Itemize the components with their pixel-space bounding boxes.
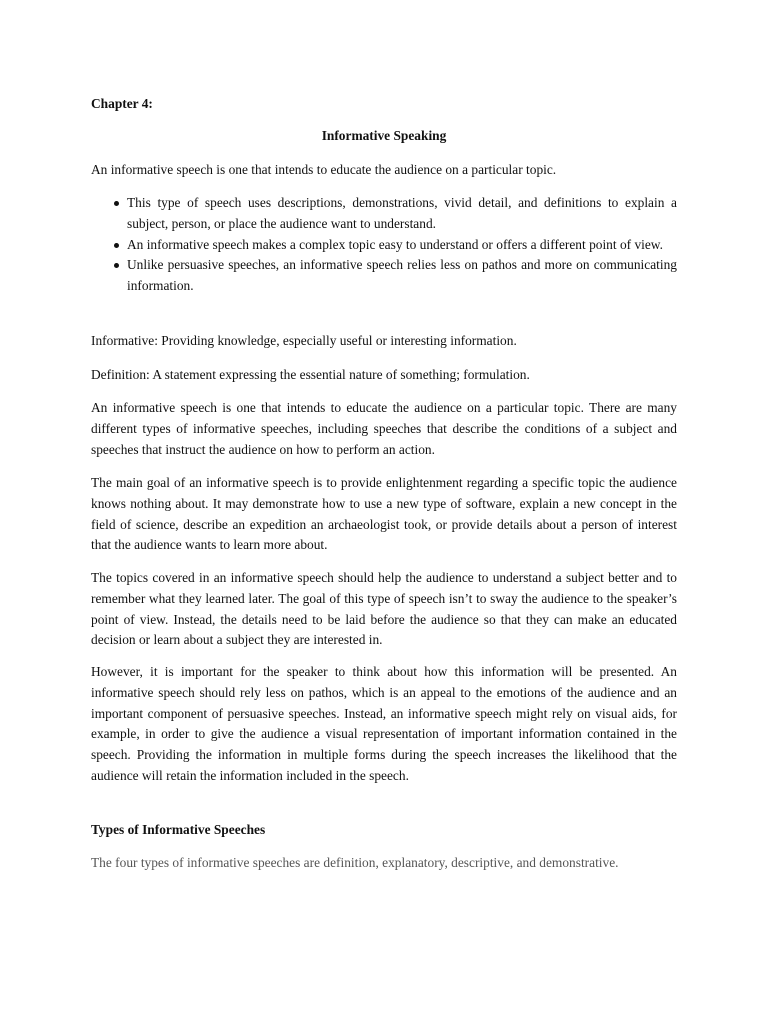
body-paragraph: The main goal of an informative speech is to provide enlightenment regarding a specific topic the audience knows nothing about. It may demonstrate how to use a new type of software, explain a new concept in the field of science, describe an expedition an archaeologist took, or provide details about a person of interest that the audience wants to learn more about.: [91, 475, 677, 553]
types-heading: Types of Informative Speeches: [91, 822, 266, 837]
informative-definition: Informative: Providing knowledge, especially useful or interesting information.: [91, 333, 517, 348]
intro-paragraph: An informative speech is one that intends to educate the audience on a particular topic.: [91, 162, 557, 177]
body-paragraph: However, it is important for the speaker to think about how this information will be presented. An informative speech should rely less on pathos, which is an appeal to the emotions of the audience and an important component of persuasive speeches. Instead, an informative speech might rely on visual aids, for example, in order to give the audience a visual representation of important information contained in the speech. Providing the information in multiple forms during the speech increases the likelihood that the audience will retain the information included in the speech.: [91, 664, 677, 783]
definition-definition: Definition: A statement expressing the essential nature of something; formulation.: [91, 367, 530, 382]
bullet-text: This type of speech uses descriptions, demonstrations, vivid detail, and definitions to explain a subject, person, or place the audience want to understand.: [127, 195, 677, 231]
body-paragraph: The topics covered in an informative speech should help the audience to understand a subject better and to remember what they learned later. The goal of this type of speech isn’t to sway the audience to the speaker’s point of view. Instead, the details need to be laid before the audience so that they can make an educated decision or learn about a subject they are interested in.: [91, 570, 677, 648]
list-item: [91, 255, 677, 297]
bullet-text: An informative speech makes a complex topic easy to understand or offers a different point of view.: [127, 236, 663, 252]
bullet-list: [91, 193, 677, 297]
bullet-icon: [114, 201, 119, 206]
types-paragraph: The four types of informative speeches are definition, explanatory, descriptive, and demonstrative.: [91, 855, 619, 870]
page-title: Informative Speaking: [321, 128, 447, 143]
bullet-icon: [114, 243, 119, 248]
bullet-text: Unlike persuasive speeches, an informative speech relies less on pathos and more on communicating information.: [127, 257, 677, 294]
chapter-label: Chapter 4:: [91, 96, 153, 111]
list-item: [91, 193, 677, 235]
list-item: [91, 235, 677, 256]
body-paragraph: An informative speech is one that intends to educate the audience on a particular topic. There are many different types of informative speeches, including speeches that describe the conditions of a subject and speeches that instruct the audience on how to perform an action.: [91, 400, 677, 457]
bullet-icon: [114, 263, 119, 268]
